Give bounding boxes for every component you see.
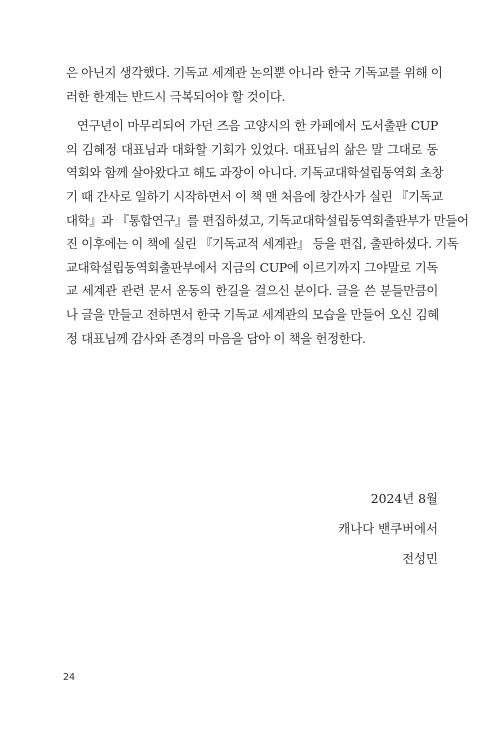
paragraph: [66, 61, 443, 108]
text-line: 교대학설립동역회출판부에서 지금의 CUP에 이르기까지 그야말로 기독: [66, 259, 438, 275]
text-line: 러한 한계는 반드시 극복되어야 할 것이다.: [66, 88, 286, 104]
text-line: 은 아닌지 생각했다. 기독교 세계관 논의뿐 아니라 한국 기독교를 위해 이: [66, 65, 443, 80]
text-line: 역회와 함께 살아왔다고 해도 과장이 아니다. 기독교대학설립동역회 초창: [66, 165, 444, 181]
signature-place: 캐나다 밴쿠버에서: [338, 521, 438, 536]
text-line: 진 이후에는 이 책에 실린 『기독교적 세계관』 등을 편집, 출판하셨다. 기독: [66, 236, 459, 252]
text-line: 기 때 간사로 일하기 시작하면서 이 책 맨 처음에 창간사가 실린 『기독교: [66, 188, 443, 204]
text-line: 나 글을 만들고 전하면서 한국 기독교 세계관의 모습을 만들어 오신 김혜: [66, 306, 439, 322]
text-line: 정 대표님께 감사와 존경의 마음을 담아 이 책을 헌정한다.: [66, 330, 366, 346]
text-line: 교 세계관 관련 문서 운동의 한길을 걸으신 분이다. 글을 쓴 분들만큼이: [66, 283, 438, 299]
signature-date: 2024년 8월: [370, 491, 438, 506]
body-text: [66, 61, 469, 350]
text-line: 의 김혜정 대표님과 대화할 기회가 있었다. 대표님의 삶은 말 그대로 동: [66, 141, 438, 157]
paragraph: [66, 114, 469, 350]
text-line: 대학』과 『통합연구』를 편집하셨고, 기독교대학설립동역회출판부가 만들어: [66, 212, 469, 228]
signature-author: 전성민: [402, 551, 438, 566]
signature-block: [338, 484, 438, 574]
text-line: 연구년이 마무리되어 가던 즈음 고양시의 한 카페에서 도서출판 CUP: [77, 118, 438, 134]
page-number: 24: [63, 672, 76, 683]
